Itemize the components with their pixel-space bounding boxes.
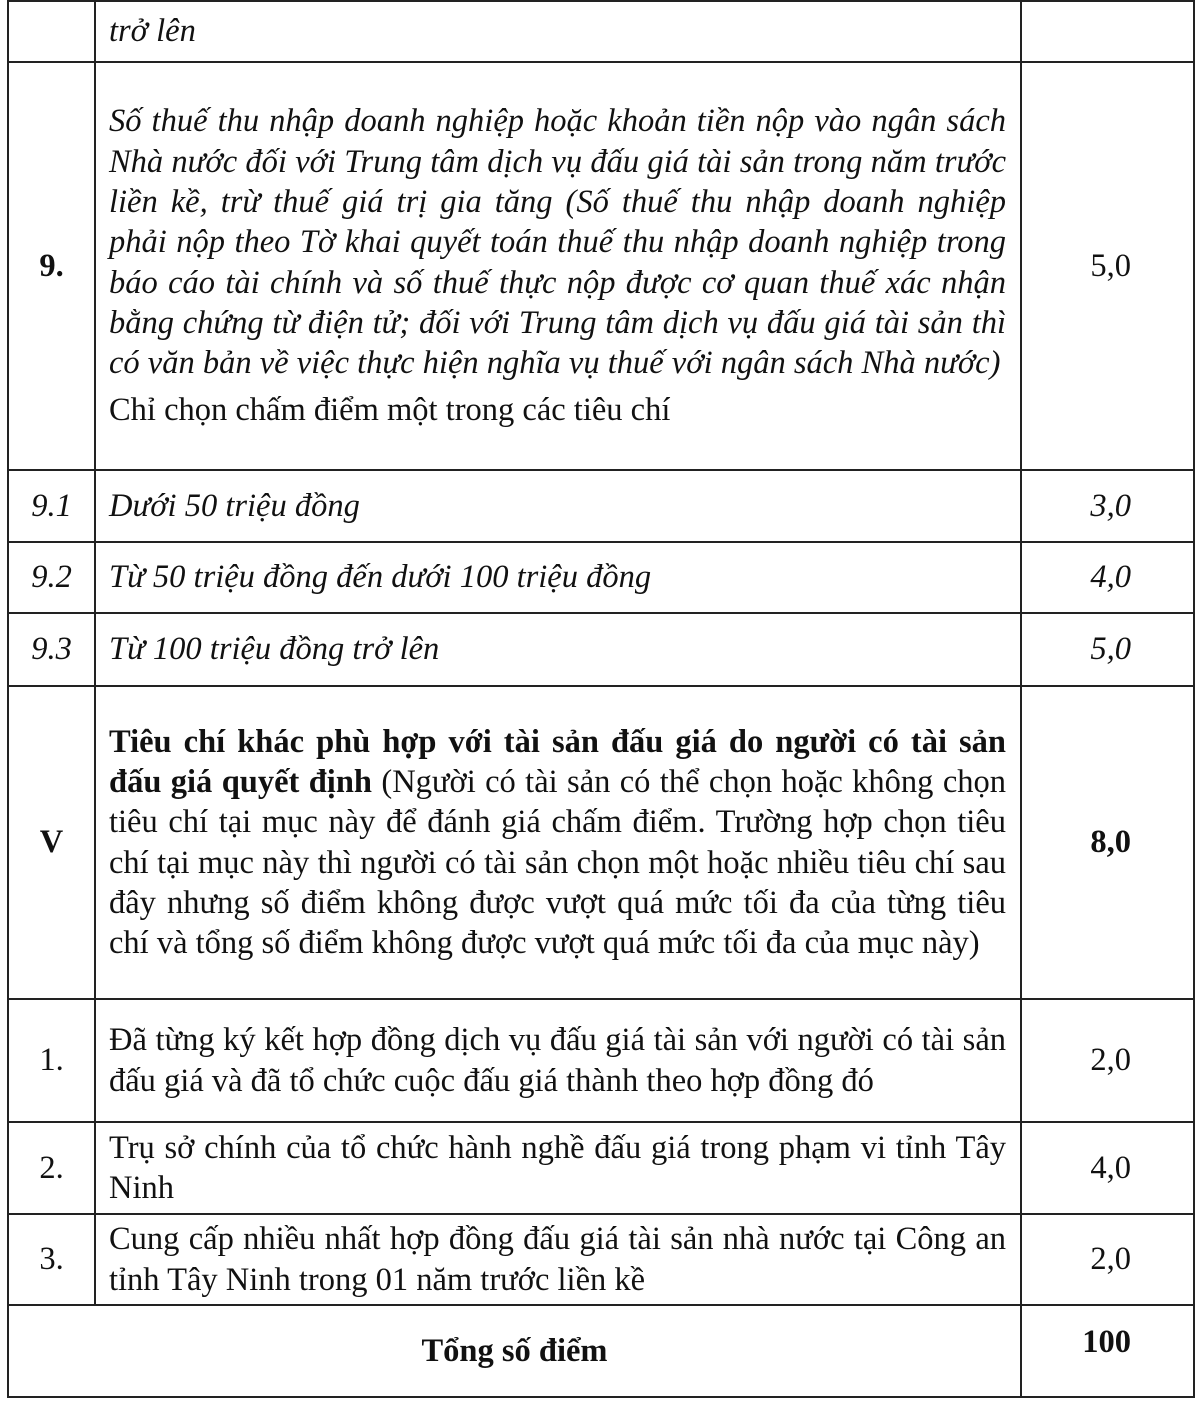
row-number: 1.	[8, 999, 95, 1122]
row-number: 9.2	[8, 542, 95, 613]
criterion-cell	[95, 686, 1021, 999]
row-points: 4,0	[1021, 542, 1194, 613]
table-row	[8, 686, 1194, 999]
row-points: 2,0	[1021, 1214, 1194, 1305]
criterion-text: trở lên	[95, 1, 1021, 62]
row-number: 3.	[8, 1214, 95, 1305]
criterion-text: Đã từng ký kết hợp đồng dịch vụ đấu giá tài sản với người có tài sản đấu giá và đã tổ chức cuộc đấu giá thành theo hợp đồng đó	[95, 999, 1021, 1122]
row-number: 9.1	[8, 470, 95, 542]
row-points: 4,0	[1021, 1122, 1194, 1214]
table-row	[8, 62, 1194, 470]
criterion-text: Dưới 50 triệu đồng	[95, 470, 1021, 542]
criterion-text: Từ 50 triệu đồng đến dưới 100 triệu đồng	[95, 542, 1021, 613]
total-label: Tổng số điểm	[8, 1305, 1021, 1397]
row-points: 3,0	[1021, 470, 1194, 542]
criterion-note: Chỉ chọn chấm điểm một trong các tiêu chí	[109, 392, 671, 429]
table-row	[8, 999, 1194, 1122]
table-row	[8, 470, 1194, 542]
scoring-table	[7, 0, 1195, 1398]
criterion-text: Từ 100 triệu đồng trở lên	[95, 613, 1021, 686]
row-number: 9.	[8, 62, 95, 470]
total-row	[8, 1305, 1194, 1397]
table-row	[8, 613, 1194, 686]
row-number	[8, 1, 95, 62]
criterion-text: Trụ sở chính của tổ chức hành nghề đấu giá trong phạm vi tỉnh Tây Ninh	[95, 1122, 1021, 1214]
criterion-text: Số thuế thu nhập doanh nghiệp hoặc khoản tiền nộp vào ngân sách Nhà nước đối với Trung tâm dịch vụ đấu giá tài sản trong năm trước liền kề, trừ thuế giá trị gia tăng (Số thuế thu nhập doanh nghiệp phải nộp theo Tờ khai quyết toán thuế thu nhập doanh nghiệp trong báo cáo tài chính và số thuế thực nộp được cơ quan thuế xác nhận bằng chứng từ điện tử; đối với Trung tâm dịch vụ đấu giá tài sản thì có văn bản về việc thực hiện nghĩa vụ thuế với ngân sách Nhà nước)	[109, 103, 1006, 382]
total-value: 100	[1021, 1305, 1194, 1397]
table-row	[8, 1122, 1194, 1214]
row-points	[1021, 1, 1194, 62]
criterion-text: Cung cấp nhiều nhất hợp đồng đấu giá tài sản nhà nước tại Công an tỉnh Tây Ninh trong 01 năm trước liền kề	[95, 1214, 1021, 1305]
row-number: V	[8, 686, 95, 999]
row-points: 5,0	[1021, 613, 1194, 686]
table-row	[8, 1, 1194, 62]
row-points: 5,0	[1021, 62, 1194, 470]
criterion-heading: Tiêu chí khác phù hợp với tài sản đấu giá do người có tài sản đấu giá quyết định	[109, 723, 1006, 800]
row-points: 2,0	[1021, 999, 1194, 1122]
criterion-cell	[95, 62, 1021, 470]
criterion-text: (Người có tài sản có thể chọn hoặc không chọn tiêu chí tại mục này để đánh giá chấm điểm. Trường hợp chọn tiêu chí tại mục này thì người có tài sản chọn một hoặc nhiều tiêu chí sau đây nhưng số điểm không được vượt quá mức tối đa của từng tiêu chí và tổng số điểm không được vượt quá mức tối đa của mục này)	[109, 763, 1006, 962]
row-number: 2.	[8, 1122, 95, 1214]
row-points: 8,0	[1021, 686, 1194, 999]
table-row	[8, 542, 1194, 613]
table-row	[8, 1214, 1194, 1305]
row-number: 9.3	[8, 613, 95, 686]
